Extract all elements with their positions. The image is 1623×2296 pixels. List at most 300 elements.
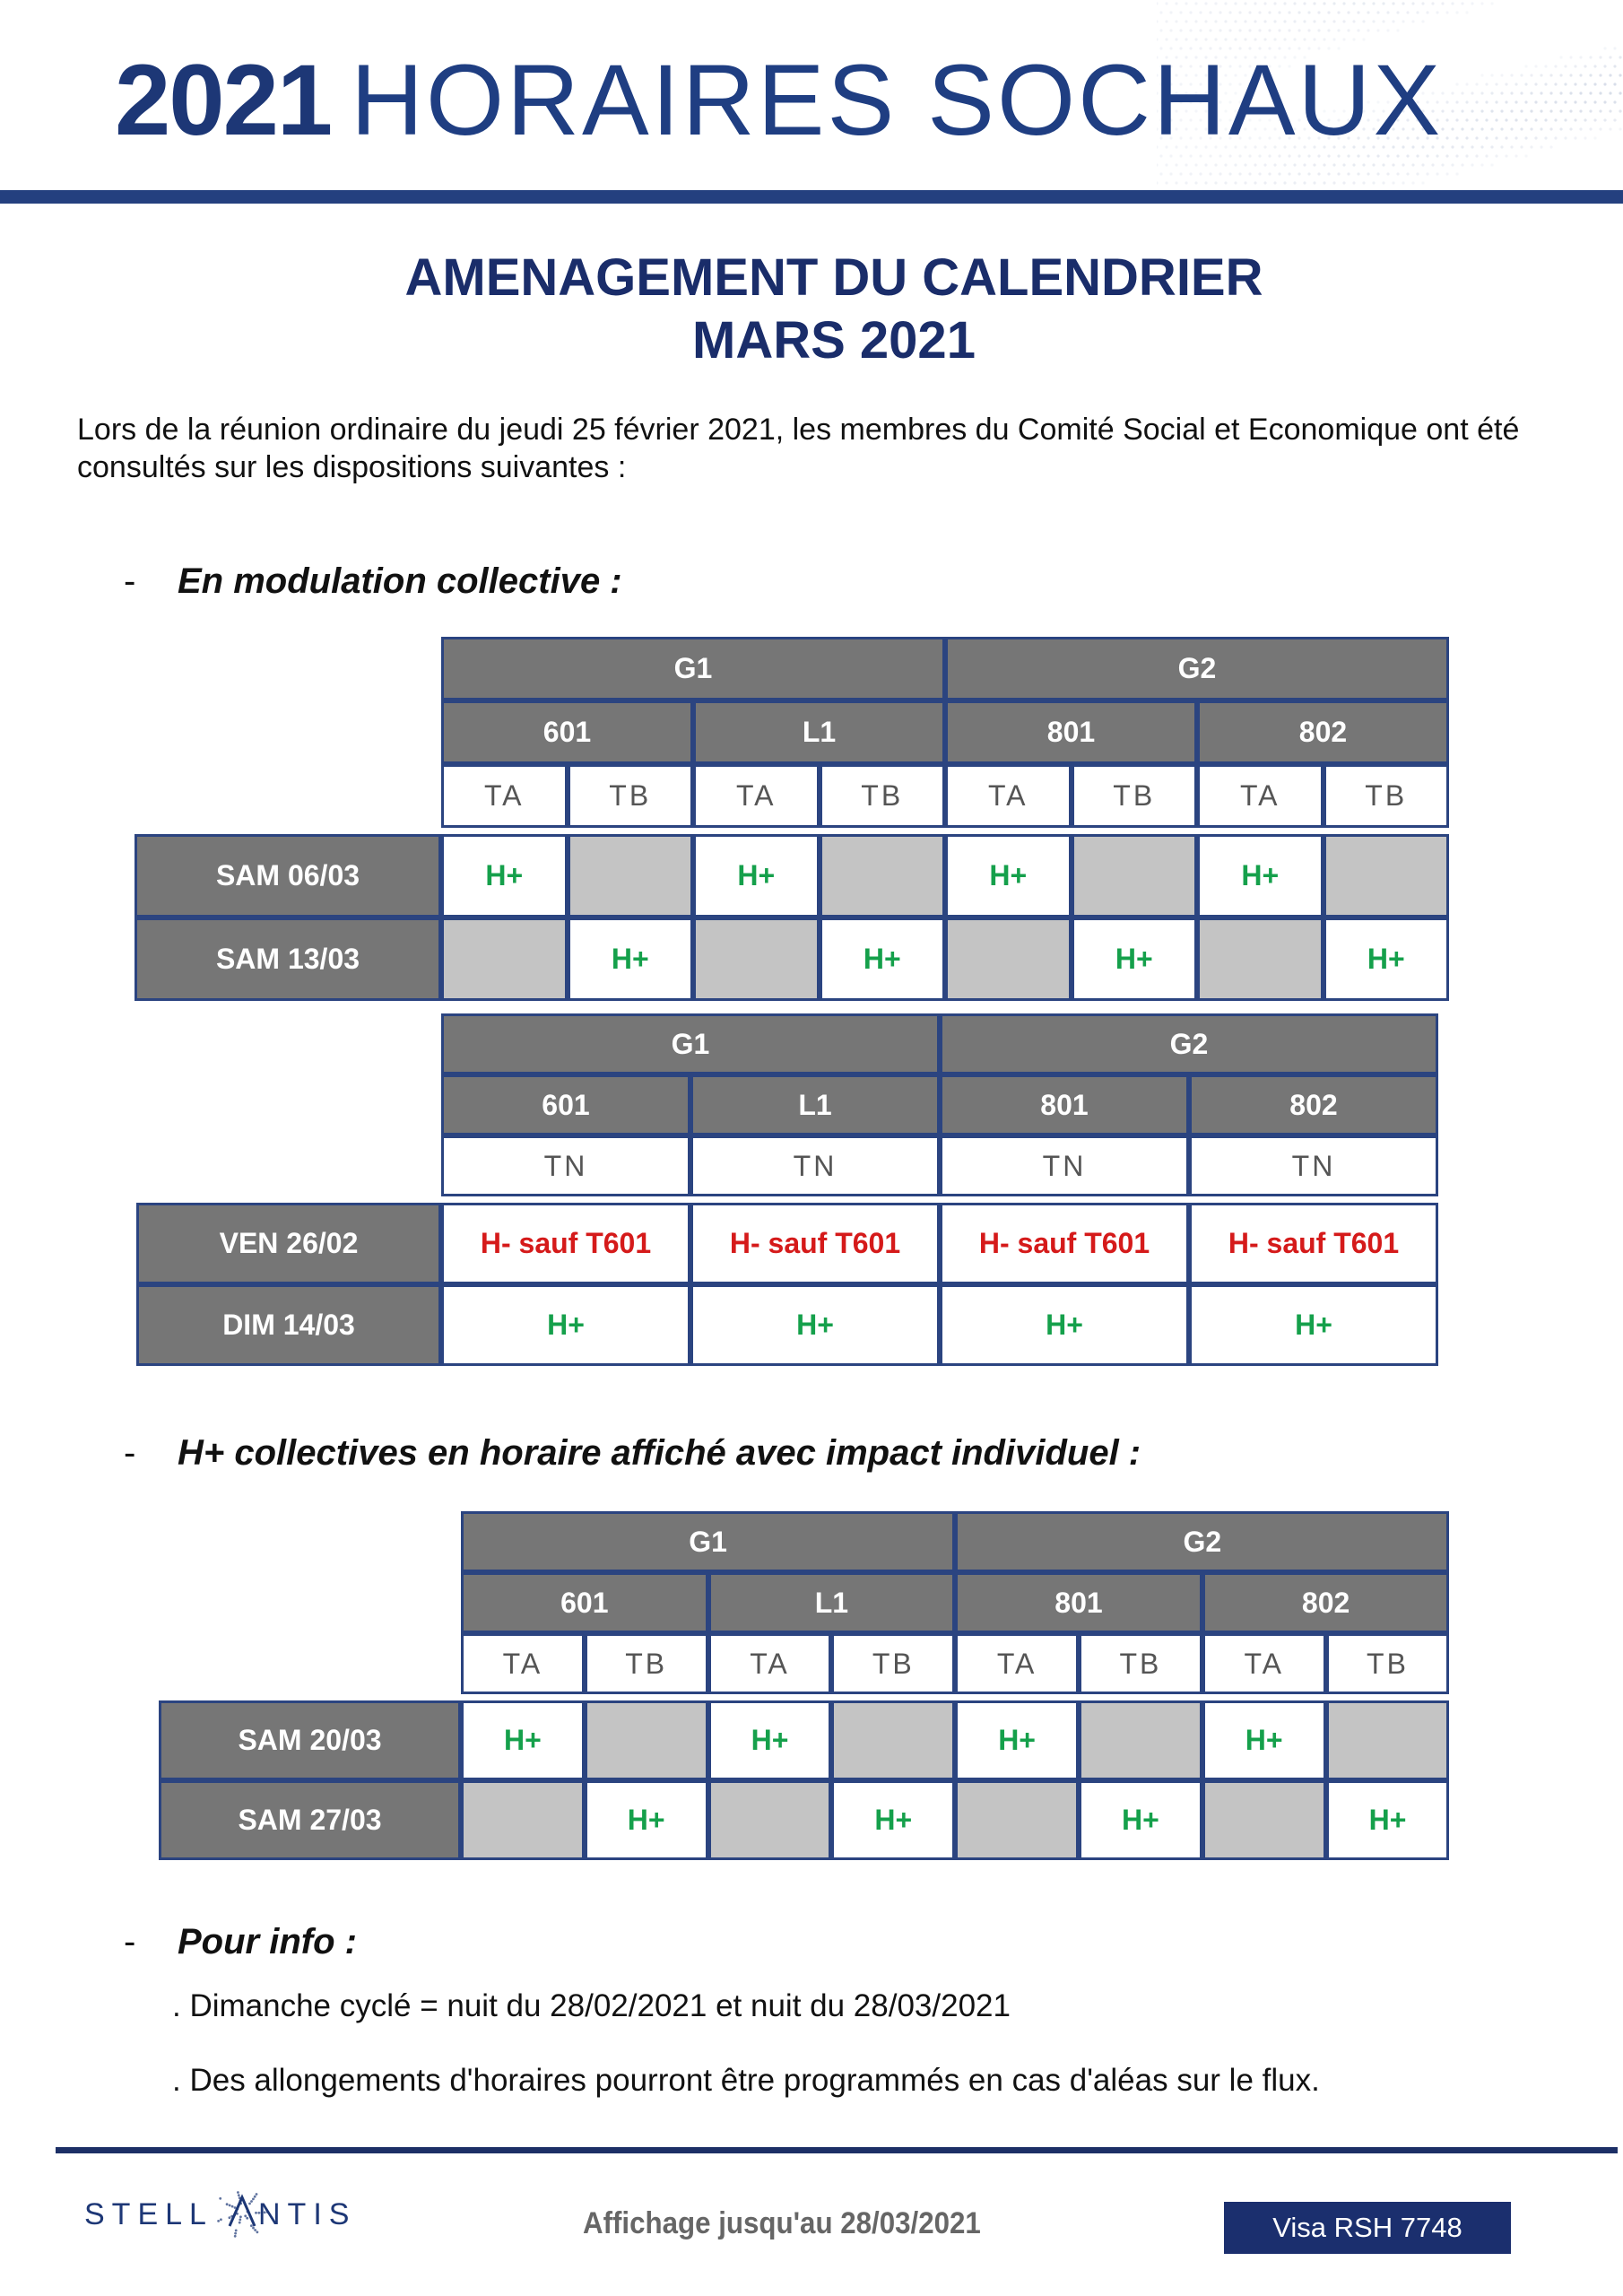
decoration-dot bbox=[1157, 20, 1159, 22]
decoration-dot bbox=[1540, 145, 1542, 148]
line-header-text: 801 bbox=[1040, 1088, 1089, 1121]
decoration-dot bbox=[1298, 11, 1300, 13]
schedule-cell bbox=[461, 1700, 585, 1780]
decoration-dot bbox=[1505, 136, 1507, 139]
schedule-cell-text: H+ bbox=[485, 859, 524, 891]
decoration-dot bbox=[1352, 20, 1355, 22]
row-date-header-text: SAM 06/03 bbox=[215, 859, 360, 891]
schedule-cell bbox=[441, 1284, 690, 1366]
decoration-dot bbox=[1352, 2, 1355, 4]
decoration-dot bbox=[1244, 2, 1246, 4]
decoration-dot bbox=[1510, 145, 1513, 148]
decoration-dot bbox=[1589, 127, 1592, 130]
decoration-dot bbox=[1574, 65, 1576, 67]
decoration-dot bbox=[1396, 29, 1399, 31]
schedule-cell-text: H+ bbox=[1241, 859, 1280, 891]
decoration-dot bbox=[1214, 38, 1217, 40]
section-hplus-heading bbox=[124, 1433, 1141, 1474]
logo-dot bbox=[250, 2224, 253, 2227]
decoration-dot bbox=[1431, 2, 1434, 4]
schedule-cell bbox=[1324, 918, 1450, 1001]
decoration-dot bbox=[1372, 163, 1375, 166]
decoration-dot bbox=[1490, 74, 1493, 76]
decoration-dot bbox=[1224, 20, 1227, 22]
decoration-dot bbox=[1317, 29, 1320, 31]
decoration-dot bbox=[1500, 91, 1503, 94]
decoration-dot bbox=[1185, 163, 1187, 166]
decoration-dot bbox=[1445, 136, 1448, 139]
decoration-dot bbox=[1613, 47, 1616, 49]
decoration-dot bbox=[1564, 65, 1567, 67]
decoration-dot bbox=[1362, 38, 1365, 40]
decoration-dot bbox=[1574, 136, 1576, 139]
decoration-dot bbox=[1307, 11, 1310, 13]
team-header-text: TB bbox=[861, 779, 904, 812]
decoration-dot bbox=[1524, 118, 1527, 121]
decoration-dot bbox=[1579, 127, 1582, 130]
decoration-dot bbox=[1337, 172, 1340, 175]
decoration-dot bbox=[1461, 145, 1463, 148]
decoration-dot bbox=[1303, 38, 1306, 40]
logo-dot bbox=[238, 2194, 240, 2196]
schedule-cell-text: H- sauf T601 bbox=[1228, 1227, 1400, 1259]
decoration-dot bbox=[1342, 2, 1345, 4]
logo-dot bbox=[219, 2197, 221, 2200]
decoration-dot bbox=[1175, 20, 1177, 22]
decoration-dot bbox=[1244, 181, 1246, 184]
decoration-dot bbox=[1490, 127, 1493, 130]
decoration-dot bbox=[1471, 91, 1473, 94]
decoration-dot bbox=[1441, 2, 1444, 4]
decoration-dot bbox=[1421, 163, 1424, 166]
decoration-dot bbox=[1317, 11, 1320, 13]
decoration-dot bbox=[1157, 38, 1159, 40]
decoration-dot bbox=[1224, 2, 1227, 4]
decoration-dot bbox=[1298, 29, 1300, 31]
decoration-dot bbox=[1332, 38, 1335, 40]
decoration-dot bbox=[1362, 163, 1365, 166]
decoration-dot bbox=[1524, 65, 1527, 67]
decoration-dot bbox=[1505, 83, 1507, 85]
team-header-text: TB bbox=[1119, 1647, 1162, 1680]
decoration-dot bbox=[1520, 74, 1523, 76]
logo-dot bbox=[252, 2198, 255, 2201]
decoration-dot bbox=[1411, 163, 1414, 166]
decoration-dot bbox=[1603, 83, 1606, 85]
decoration-dot bbox=[1283, 20, 1286, 22]
decoration-dot bbox=[1530, 91, 1532, 94]
page-title bbox=[115, 44, 1444, 156]
logo-dot bbox=[246, 2217, 248, 2220]
decoration-dot bbox=[1263, 38, 1266, 40]
decoration-dot bbox=[1540, 91, 1542, 94]
decoration-dot bbox=[1455, 136, 1458, 139]
decoration-dot bbox=[1189, 29, 1192, 31]
group-header-text: G2 bbox=[1177, 652, 1217, 684]
decoration-dot bbox=[1342, 38, 1345, 40]
decoration-dot bbox=[1165, 163, 1167, 166]
decoration-dot bbox=[1471, 2, 1473, 4]
decoration-dot bbox=[1273, 163, 1276, 166]
decoration-dot bbox=[1254, 20, 1256, 22]
decoration-dot bbox=[1530, 74, 1532, 76]
team-header-text: TA bbox=[502, 1647, 543, 1680]
decoration-dot bbox=[1475, 136, 1478, 139]
decoration-dot bbox=[1579, 91, 1582, 94]
decoration-dot bbox=[1530, 109, 1532, 112]
decoration-dot bbox=[1554, 118, 1557, 121]
schedule-cell bbox=[693, 834, 820, 918]
decoration-dot bbox=[1549, 74, 1552, 76]
decoration-dot bbox=[1500, 109, 1503, 112]
decoration-dot bbox=[1490, 145, 1493, 148]
decoration-dot bbox=[1293, 181, 1296, 184]
decoration-dot bbox=[1471, 127, 1473, 130]
decoration-dot bbox=[1549, 145, 1552, 148]
decoration-dot bbox=[1402, 2, 1404, 4]
decoration-dot bbox=[1584, 100, 1586, 103]
decoration-dot bbox=[1584, 118, 1586, 121]
decoration-dot bbox=[1461, 2, 1463, 4]
team-header bbox=[1326, 1633, 1450, 1694]
decoration-dot bbox=[1485, 100, 1488, 103]
group-header bbox=[461, 1511, 955, 1572]
group-header bbox=[940, 1013, 1438, 1074]
team-header-text: TB bbox=[872, 1647, 915, 1680]
decoration-dot bbox=[1455, 172, 1458, 175]
decoration-dot bbox=[1288, 29, 1290, 31]
decoration-dot bbox=[1584, 65, 1586, 67]
decoration-dot bbox=[1382, 2, 1384, 4]
decoration-dot bbox=[1165, 20, 1167, 22]
decoration-dot bbox=[1313, 20, 1315, 22]
decoration-dot bbox=[1445, 100, 1448, 103]
decoration-dot bbox=[1416, 11, 1419, 13]
decoration-dot bbox=[1554, 65, 1557, 67]
decoration-dot bbox=[1386, 11, 1389, 13]
decoration-dot bbox=[1564, 118, 1567, 121]
decoration-dot bbox=[1569, 127, 1572, 130]
decoration-dot bbox=[1278, 29, 1280, 31]
logo-dot bbox=[226, 2203, 229, 2205]
decoration-dot bbox=[1313, 2, 1315, 4]
decoration-dot bbox=[1293, 163, 1296, 166]
decoration-dot bbox=[1554, 100, 1557, 103]
decoration-dot bbox=[1219, 29, 1221, 31]
decoration-dot bbox=[1475, 83, 1478, 85]
decoration-dot bbox=[1490, 163, 1493, 166]
decoration-dot bbox=[1524, 136, 1527, 139]
decoration-dot bbox=[1524, 154, 1527, 157]
line-header bbox=[690, 1074, 940, 1135]
decoration-dot bbox=[1593, 136, 1596, 139]
logo-dot bbox=[217, 2220, 220, 2222]
decoration-dot bbox=[1554, 83, 1557, 85]
team-header bbox=[1079, 1633, 1202, 1694]
decoration-dot bbox=[1455, 11, 1458, 13]
line-header bbox=[461, 1572, 708, 1633]
decoration-dot bbox=[1609, 74, 1611, 76]
row-date-header bbox=[135, 918, 441, 1001]
decoration-dot bbox=[1515, 118, 1517, 121]
schedule-cell-text: H+ bbox=[611, 943, 649, 975]
logo-dot bbox=[220, 2218, 222, 2221]
schedule-cell bbox=[568, 918, 694, 1001]
decoration-dot bbox=[1613, 118, 1616, 121]
section-dash: - bbox=[124, 1922, 136, 1961]
team-header-text: TN bbox=[1291, 1149, 1336, 1182]
decoration-dot bbox=[1194, 2, 1197, 4]
decoration-dot bbox=[1169, 172, 1172, 175]
schedule-cell bbox=[940, 1284, 1189, 1366]
team-header bbox=[1072, 764, 1198, 828]
decoration-dot bbox=[1323, 163, 1325, 166]
team-header bbox=[1189, 1135, 1438, 1196]
decoration-dot bbox=[1392, 163, 1394, 166]
decoration-dot bbox=[1574, 118, 1576, 121]
decoration-dot bbox=[1169, 11, 1172, 13]
decoration-dot bbox=[1382, 163, 1384, 166]
schedule-cell-text: H+ bbox=[874, 1804, 913, 1836]
decoration-dot bbox=[1426, 172, 1428, 175]
decoration-dot bbox=[1549, 109, 1552, 112]
line-header-text: 801 bbox=[1046, 716, 1096, 748]
decoration-dot bbox=[1268, 11, 1271, 13]
decoration-dot bbox=[1288, 11, 1290, 13]
decoration-dot bbox=[1609, 127, 1611, 130]
decoration-dot bbox=[1544, 136, 1547, 139]
decoration-dot bbox=[1599, 91, 1601, 94]
team-header-text: TA bbox=[750, 1647, 790, 1680]
team-header-text: TA bbox=[1244, 1647, 1284, 1680]
decoration-dot bbox=[1367, 11, 1369, 13]
decoration-dot bbox=[1455, 83, 1458, 85]
decoration-dot bbox=[1569, 109, 1572, 112]
decoration-dot bbox=[1303, 2, 1306, 4]
decoration-dot bbox=[1480, 91, 1483, 94]
logo-dot bbox=[252, 2227, 255, 2230]
decoration-dot bbox=[1278, 172, 1280, 175]
decoration-dot bbox=[1584, 83, 1586, 85]
logo-dot bbox=[237, 2191, 239, 2194]
decoration-dot bbox=[1500, 127, 1503, 130]
decoration-dot bbox=[1559, 91, 1562, 94]
schedule-cell-text: H+ bbox=[547, 1309, 585, 1341]
stellantis-logo bbox=[82, 2179, 369, 2242]
decoration-dot bbox=[1254, 181, 1256, 184]
decoration-dot bbox=[1157, 163, 1159, 166]
decoration-dot bbox=[1540, 74, 1542, 76]
empty-cell bbox=[820, 834, 946, 918]
decoration-dot bbox=[1524, 100, 1527, 103]
decoration-dot bbox=[1465, 83, 1468, 85]
decoration-dot bbox=[1298, 172, 1300, 175]
decoration-dot bbox=[1465, 154, 1468, 157]
decoration-dot bbox=[1204, 181, 1207, 184]
schedule-cell bbox=[1072, 918, 1198, 1001]
decoration-dot bbox=[1411, 181, 1414, 184]
empty-cell bbox=[1324, 834, 1450, 918]
decoration-dot bbox=[1574, 83, 1576, 85]
logo-dot bbox=[248, 2203, 251, 2205]
schedule-cell bbox=[708, 1700, 832, 1780]
decoration-dot bbox=[1204, 163, 1207, 166]
decoration-dot bbox=[1520, 145, 1523, 148]
decoration-dot bbox=[1599, 74, 1601, 76]
team-header-text: TN bbox=[793, 1149, 838, 1182]
decoration-dot bbox=[1327, 29, 1330, 31]
decoration-dot bbox=[1569, 91, 1572, 94]
decoration-dot bbox=[1559, 74, 1562, 76]
team-header-text: TB bbox=[1367, 1647, 1409, 1680]
decoration-dot bbox=[1157, 181, 1159, 184]
schedule-cell-text: H+ bbox=[1295, 1309, 1332, 1341]
decoration-dot bbox=[1441, 163, 1444, 166]
row-date-header bbox=[136, 1284, 441, 1366]
decoration-dot bbox=[1185, 181, 1187, 184]
decoration-dot bbox=[1293, 2, 1296, 4]
decoration-dot bbox=[1510, 127, 1513, 130]
decoration-dot bbox=[1273, 38, 1276, 40]
logo-dot bbox=[256, 2193, 258, 2196]
decoration-dot bbox=[1357, 11, 1359, 13]
decoration-dot bbox=[1214, 20, 1217, 22]
decoration-dot bbox=[1175, 163, 1177, 166]
line-header-text: 801 bbox=[1055, 1586, 1103, 1619]
team-header-text: TB bbox=[625, 1647, 668, 1680]
intro-paragraph: Lors de la réunion ordinaire du jeudi 25 février 2021, les membres du Comité Social et Economique ont été consultés sur les dispositions suivantes : bbox=[77, 413, 1520, 484]
decoration-dot bbox=[1579, 56, 1582, 58]
decoration-dot bbox=[1559, 109, 1562, 112]
row-date-header bbox=[136, 1203, 441, 1284]
decoration-dot bbox=[1411, 20, 1414, 22]
decoration-dot bbox=[1313, 181, 1315, 184]
decoration-dot bbox=[1209, 11, 1211, 13]
line-header-text: 601 bbox=[542, 716, 592, 748]
empty-cell bbox=[1202, 1780, 1326, 1860]
decoration-dot bbox=[1451, 2, 1454, 4]
decoration-dot bbox=[1515, 154, 1517, 157]
schedule-cell-text: H- sauf T601 bbox=[729, 1227, 901, 1259]
decoration-dot bbox=[1603, 100, 1606, 103]
decoration-dot bbox=[1234, 163, 1237, 166]
decoration-dot bbox=[1451, 163, 1454, 166]
decoration-dot bbox=[1471, 163, 1473, 166]
line-header bbox=[945, 700, 1197, 764]
decoration-dot bbox=[1520, 109, 1523, 112]
decoration-dot bbox=[1534, 136, 1537, 139]
decoration-dot bbox=[1224, 181, 1227, 184]
decoration-dot bbox=[1332, 20, 1335, 22]
decoration-dot bbox=[1185, 38, 1187, 40]
row-date-header bbox=[159, 1700, 461, 1780]
section-modulation-heading bbox=[124, 561, 622, 602]
decoration-dot bbox=[1603, 65, 1606, 67]
decoration-dot bbox=[1268, 29, 1271, 31]
team-header bbox=[461, 1633, 585, 1694]
logo-dot bbox=[231, 2205, 234, 2208]
decoration-dot bbox=[1451, 127, 1454, 130]
schedule-cell bbox=[945, 834, 1072, 918]
decoration-dot bbox=[1485, 83, 1488, 85]
line-header bbox=[693, 700, 945, 764]
decoration-dot bbox=[1313, 38, 1315, 40]
decoration-dot bbox=[1451, 145, 1454, 148]
team-header bbox=[441, 1135, 690, 1196]
decoration-dot bbox=[1159, 29, 1162, 31]
decoration-dot bbox=[1194, 20, 1197, 22]
decoration-dot bbox=[1376, 172, 1379, 175]
schedule-cell-text: H+ bbox=[796, 1309, 834, 1341]
empty-cell bbox=[945, 918, 1072, 1001]
decoration-dot bbox=[1307, 172, 1310, 175]
decoration-dot bbox=[1317, 172, 1320, 175]
decoration-dot bbox=[1165, 38, 1167, 40]
row-date-header-text: SAM 13/03 bbox=[215, 943, 360, 975]
decoration-dot bbox=[1179, 11, 1182, 13]
decoration-dot bbox=[1278, 11, 1280, 13]
decoration-dot bbox=[1559, 127, 1562, 130]
decoration-dot bbox=[1347, 29, 1350, 31]
decoration-dot bbox=[1515, 83, 1517, 85]
logo-dot bbox=[239, 2215, 242, 2218]
decoration-dot bbox=[1564, 136, 1567, 139]
decoration-dot bbox=[1204, 2, 1207, 4]
decoration-dot bbox=[1376, 29, 1379, 31]
decoration-dot bbox=[1569, 56, 1572, 58]
info-line-2: . Des allongements d'horaires pourront être programmés en cas d'aléas sur le flux. bbox=[172, 2063, 1320, 2098]
schedule-cell-text: H+ bbox=[989, 859, 1028, 891]
logo-dot bbox=[235, 2230, 238, 2232]
logo-dot bbox=[239, 2219, 241, 2222]
empty-cell bbox=[1079, 1700, 1202, 1780]
decoration-dot bbox=[1224, 163, 1227, 166]
line-header bbox=[708, 1572, 956, 1633]
decoration-dot bbox=[1510, 109, 1513, 112]
decoration-dot bbox=[1406, 172, 1409, 175]
decoration-dot bbox=[1157, 2, 1159, 4]
logo-dot bbox=[244, 2214, 247, 2217]
team-header bbox=[820, 764, 946, 828]
decoration-dot bbox=[1455, 118, 1458, 121]
decoration-dot bbox=[1327, 11, 1330, 13]
empty-cell bbox=[708, 1780, 832, 1860]
decoration-dot bbox=[1609, 56, 1611, 58]
decoration-dot bbox=[1214, 2, 1217, 4]
decoration-dot bbox=[1613, 100, 1616, 103]
decoration-dot bbox=[1342, 181, 1345, 184]
team-header bbox=[690, 1135, 940, 1196]
team-header-text: TA bbox=[1239, 779, 1280, 812]
heading-line-2: MARS 2021 bbox=[692, 311, 976, 370]
decoration-dot bbox=[1342, 163, 1345, 166]
group-header bbox=[441, 637, 945, 700]
row-date-header-text: SAM 27/03 bbox=[238, 1804, 382, 1836]
decoration-dot bbox=[1603, 118, 1606, 121]
schedule-cell-text: H- sauf T601 bbox=[978, 1227, 1150, 1259]
empty-cell bbox=[831, 1700, 955, 1780]
decoration-dot bbox=[1480, 74, 1483, 76]
decoration-dot bbox=[1599, 109, 1601, 112]
decoration-dot bbox=[1323, 181, 1325, 184]
logo-dot bbox=[234, 2232, 237, 2235]
decoration-dot bbox=[1465, 100, 1468, 103]
decoration-dot bbox=[1254, 2, 1256, 4]
decoration-dot bbox=[1234, 38, 1237, 40]
decoration-dot bbox=[1194, 38, 1197, 40]
decoration-dot bbox=[1362, 181, 1365, 184]
logo-dot bbox=[254, 2196, 256, 2198]
